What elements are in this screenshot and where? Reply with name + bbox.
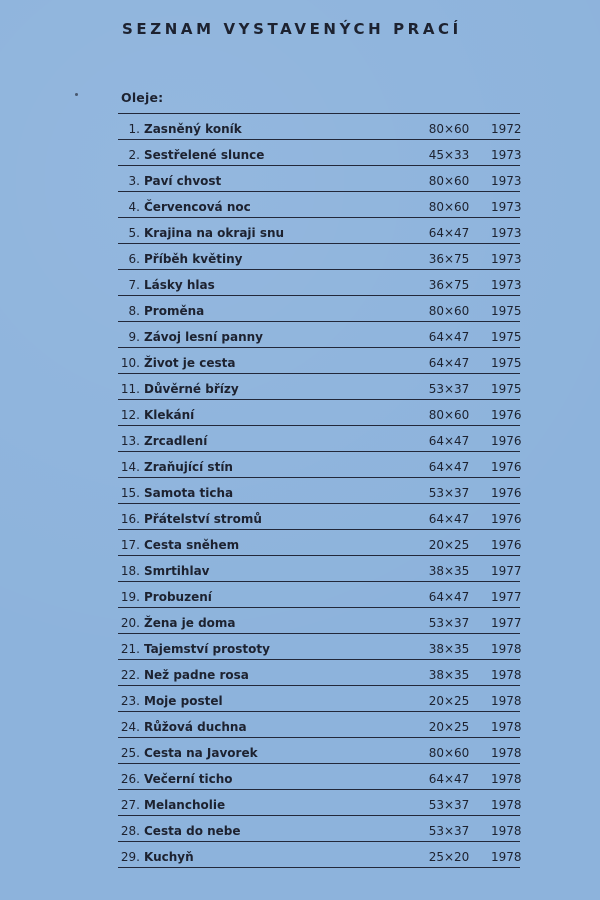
item-number: 2. bbox=[128, 147, 140, 162]
item-title: Proměna bbox=[144, 303, 205, 318]
item-number: 3. bbox=[128, 173, 140, 188]
item-title: Cesta do nebe bbox=[144, 823, 241, 838]
item-year: 1978 bbox=[491, 641, 522, 656]
item-number: 17. bbox=[120, 537, 140, 552]
item-year: 1973 bbox=[491, 147, 522, 162]
item-title: Probuzení bbox=[144, 589, 212, 604]
item-number: 27. bbox=[120, 797, 140, 812]
list-item bbox=[118, 530, 520, 556]
list-item bbox=[118, 712, 520, 738]
item-year: 1976 bbox=[491, 485, 522, 500]
item-title: Smrtihlav bbox=[144, 563, 210, 578]
list-item bbox=[118, 166, 520, 192]
item-number: 13. bbox=[120, 433, 140, 448]
item-number: 8. bbox=[128, 303, 140, 318]
item-dimensions: 38×35 bbox=[428, 641, 470, 656]
list-item bbox=[118, 660, 520, 686]
item-title: Zasněný koník bbox=[144, 121, 242, 136]
item-year: 1976 bbox=[491, 407, 522, 422]
item-title: Klekání bbox=[144, 407, 195, 422]
item-title: Paví chvost bbox=[144, 173, 222, 188]
item-dimensions: 36×75 bbox=[428, 277, 470, 292]
item-year: 1977 bbox=[491, 615, 522, 630]
list-item bbox=[118, 582, 520, 608]
item-year: 1973 bbox=[491, 251, 522, 266]
item-number: 4. bbox=[128, 199, 140, 214]
item-dimensions: 64×47 bbox=[428, 589, 470, 604]
item-dimensions: 64×47 bbox=[428, 329, 470, 344]
item-number: 22. bbox=[120, 667, 140, 682]
item-number: 19. bbox=[120, 589, 140, 604]
item-dimensions: 25×20 bbox=[428, 849, 470, 864]
item-title: Přátelství stromů bbox=[144, 511, 262, 526]
item-title: Červencová noc bbox=[144, 199, 251, 214]
item-dimensions: 64×47 bbox=[428, 225, 470, 240]
item-number: 5. bbox=[128, 225, 140, 240]
item-number: 21. bbox=[120, 641, 140, 656]
item-dimensions: 53×37 bbox=[428, 823, 470, 838]
list-item bbox=[118, 686, 520, 712]
list-item bbox=[118, 842, 520, 868]
item-dimensions: 64×47 bbox=[428, 355, 470, 370]
item-number: 6. bbox=[128, 251, 140, 266]
item-dimensions: 20×25 bbox=[428, 719, 470, 734]
list-item bbox=[118, 192, 520, 218]
item-year: 1972 bbox=[491, 121, 522, 136]
item-dimensions: 80×60 bbox=[428, 173, 470, 188]
item-year: 1978 bbox=[491, 719, 522, 734]
list-item bbox=[118, 738, 520, 764]
item-dimensions: 36×75 bbox=[428, 251, 470, 266]
item-number: 23. bbox=[120, 693, 140, 708]
list-item bbox=[118, 114, 520, 140]
item-title: Důvěrné břízy bbox=[144, 381, 239, 396]
item-number: 10. bbox=[120, 355, 140, 370]
item-dimensions: 80×60 bbox=[428, 199, 470, 214]
item-number: 14. bbox=[120, 459, 140, 474]
item-dimensions: 64×47 bbox=[428, 511, 470, 526]
item-year: 1976 bbox=[491, 459, 522, 474]
list-item bbox=[118, 556, 520, 582]
item-year: 1978 bbox=[491, 693, 522, 708]
item-number: 9. bbox=[128, 329, 140, 344]
item-number: 16. bbox=[120, 511, 140, 526]
item-dimensions: 64×47 bbox=[428, 771, 470, 786]
item-year: 1977 bbox=[491, 563, 522, 578]
item-title: Příběh květiny bbox=[144, 251, 243, 266]
page-title: SEZNAM VYSTAVENÝCH PRACÍ bbox=[122, 20, 462, 38]
list-item bbox=[118, 608, 520, 634]
item-number: 12. bbox=[120, 407, 140, 422]
item-year: 1973 bbox=[491, 173, 522, 188]
item-title: Samota ticha bbox=[144, 485, 234, 500]
list-item bbox=[118, 374, 520, 400]
item-year: 1973 bbox=[491, 199, 522, 214]
item-dimensions: 53×37 bbox=[428, 485, 470, 500]
item-title: Žena je doma bbox=[144, 615, 236, 630]
item-title: Život je cesta bbox=[144, 355, 236, 370]
list-item bbox=[118, 452, 520, 478]
item-number: 28. bbox=[120, 823, 140, 838]
item-number: 26. bbox=[120, 771, 140, 786]
list-item bbox=[118, 504, 520, 530]
paper-speck bbox=[75, 93, 78, 96]
item-number: 24. bbox=[120, 719, 140, 734]
item-dimensions: 53×37 bbox=[428, 381, 470, 396]
item-year: 1973 bbox=[491, 277, 522, 292]
item-number: 25. bbox=[120, 745, 140, 760]
section-heading: Oleje: bbox=[121, 90, 164, 105]
item-dimensions: 80×60 bbox=[428, 121, 470, 136]
list-item bbox=[118, 816, 520, 842]
list-item bbox=[118, 140, 520, 166]
item-title: Večerní ticho bbox=[144, 771, 233, 786]
item-number: 1. bbox=[128, 121, 140, 136]
list-item bbox=[118, 400, 520, 426]
item-title: Zraňující stín bbox=[144, 459, 233, 474]
item-year: 1978 bbox=[491, 745, 522, 760]
item-title: Tajemství prostoty bbox=[144, 641, 270, 656]
item-dimensions: 53×37 bbox=[428, 615, 470, 630]
item-dimensions: 45×33 bbox=[428, 147, 470, 162]
list-item bbox=[118, 634, 520, 660]
item-number: 29. bbox=[120, 849, 140, 864]
item-number: 11. bbox=[120, 381, 140, 396]
item-year: 1975 bbox=[491, 355, 522, 370]
item-dimensions: 64×47 bbox=[428, 459, 470, 474]
item-dimensions: 80×60 bbox=[428, 407, 470, 422]
item-title: Moje postel bbox=[144, 693, 223, 708]
item-year: 1978 bbox=[491, 771, 522, 786]
item-title: Závoj lesní panny bbox=[144, 329, 263, 344]
list-item bbox=[118, 764, 520, 790]
item-title: Než padne rosa bbox=[144, 667, 249, 682]
item-year: 1978 bbox=[491, 823, 522, 838]
item-year: 1976 bbox=[491, 511, 522, 526]
item-number: 18. bbox=[120, 563, 140, 578]
list-item bbox=[118, 218, 520, 244]
list-item bbox=[118, 478, 520, 504]
item-title: Sestřelené slunce bbox=[144, 147, 265, 162]
item-year: 1975 bbox=[491, 303, 522, 318]
item-dimensions: 53×37 bbox=[428, 797, 470, 812]
item-dimensions: 64×47 bbox=[428, 433, 470, 448]
item-title: Cesta sněhem bbox=[144, 537, 240, 552]
list-item bbox=[118, 426, 520, 452]
item-year: 1975 bbox=[491, 381, 522, 396]
item-dimensions: 38×35 bbox=[428, 667, 470, 682]
list-item bbox=[118, 790, 520, 816]
item-title: Melancholie bbox=[144, 797, 226, 812]
works-list bbox=[118, 114, 520, 868]
list-item bbox=[118, 296, 520, 322]
list-item bbox=[118, 348, 520, 374]
item-dimensions: 20×25 bbox=[428, 693, 470, 708]
item-year: 1978 bbox=[491, 849, 522, 864]
item-dimensions: 20×25 bbox=[428, 537, 470, 552]
item-title: Kuchyň bbox=[144, 849, 194, 864]
item-number: 7. bbox=[128, 277, 140, 292]
item-title: Lásky hlas bbox=[144, 277, 215, 292]
item-year: 1977 bbox=[491, 589, 522, 604]
item-number: 20. bbox=[120, 615, 140, 630]
item-year: 1975 bbox=[491, 329, 522, 344]
list-item bbox=[118, 270, 520, 296]
item-dimensions: 80×60 bbox=[428, 745, 470, 760]
item-title: Růžová duchna bbox=[144, 719, 247, 734]
item-year: 1978 bbox=[491, 797, 522, 812]
item-dimensions: 38×35 bbox=[428, 563, 470, 578]
list-item bbox=[118, 244, 520, 270]
item-year: 1976 bbox=[491, 537, 522, 552]
item-title: Cesta na Javorek bbox=[144, 745, 258, 760]
item-title: Zrcadlení bbox=[144, 433, 208, 448]
item-year: 1976 bbox=[491, 433, 522, 448]
item-year: 1973 bbox=[491, 225, 522, 240]
item-year: 1978 bbox=[491, 667, 522, 682]
item-title: Krajina na okraji snu bbox=[144, 225, 285, 240]
list-item bbox=[118, 322, 520, 348]
item-number: 15. bbox=[120, 485, 140, 500]
item-dimensions: 80×60 bbox=[428, 303, 470, 318]
